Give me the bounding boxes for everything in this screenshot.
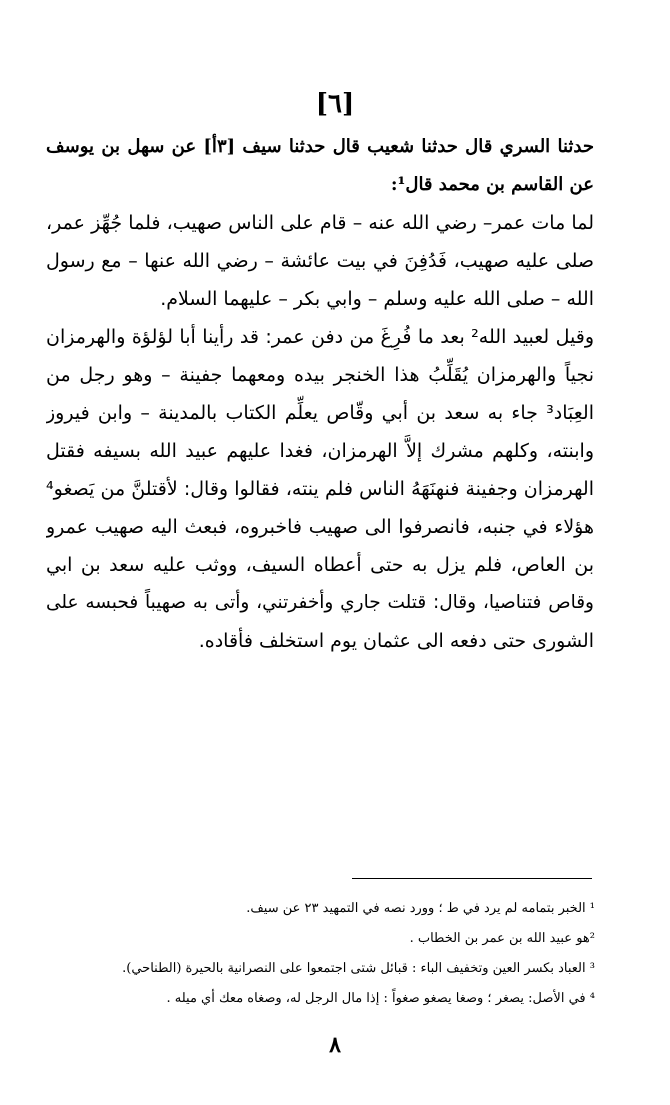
text-line: وقيل لعبيد الله² بعد ما فُرِغَ من دفن عمر: قد رأينا أبا لؤلؤة والهرمزان [46, 326, 594, 348]
text-line: نجياً والهرمزان يُقَلِّبُ هذا الخنجر بيده ومعهما جفينة – وهو رجل من [46, 364, 594, 386]
text-line: صلى عليه صهيب، فَدُفِنَ في بيت عائشة – رضي الله عنها – مع رسول [46, 250, 594, 272]
isnad-line: عن القاسم بن محمد قال¹: [390, 174, 594, 195]
text-line: وقاص فتناصيا، وقال: قتلت جاري وأخفرتني، وأتى به صهيباً فحبسه على [46, 592, 594, 613]
page-number: ٨ [329, 1032, 341, 1058]
section-number: [٦] [315, 89, 355, 119]
footnotes [40, 894, 595, 1014]
text-line: لما مات عمر– رضي الله عنه – قام على الناس صهيب، فلما جُهِّز عمر، [46, 212, 594, 234]
text-line: هؤلاء في جنبه، فانصرفوا الى صهيب فاخبروه، فبعث اليه صهيب عمرو [46, 516, 594, 538]
text-line: الله – صلى الله عليه وسلم – وابي بكر – عليهما السلام. [160, 288, 594, 310]
main-text [46, 128, 594, 660]
text-line: الهرمزان وجفينة فنهنَهَهُ الناس فلم ينته، فقالوا وقال: لأقتلنَّ من يَصغو⁴ [46, 478, 594, 500]
text-line: وابنته، وكلهم مشرك إلاَّ الهرمزان، فغدا عليهم عبيد الله بسيفه فقتل [46, 440, 594, 462]
footnote: ⁴ في الأصل: يصغر ؛ وصغا يصغو صغواً : إذا مال الرجل له، وصغاه معك أي ميله . [166, 991, 595, 1006]
isnad-line: حدثنا السري قال حدثنا شعيب قال حدثنا سيف [٣أ] عن سهل بن يوسف [46, 136, 594, 157]
text-line: العِبَاد³ جاء به سعد بن أبي وقّاص يعلِّم الكتاب بالمدينة – وابن فيروز [46, 402, 594, 424]
text-line: بن العاص، فلم يزل به حتى أعطاه السيف، ووثب عليه سعد بن ابي [46, 554, 594, 576]
footnote: ³ العباد بكسر العين وتخفيف الباء : قبائل شتى اجتمعوا على النصرانية بالحيرة (الطناحي). [122, 961, 595, 976]
footnote: ²هو عبيد الله بن عمر بن الخطاب . [409, 931, 595, 946]
footnote: ¹ الخبر بتمامه لم يرد في ط ؛ وورد نصه في التمهيد ٢٣ عن سيف. [246, 901, 595, 916]
text-line: الشورى حتى دفعه الى عثمان يوم استخلف فأقاده. [198, 630, 594, 652]
footnote-divider [352, 878, 592, 879]
